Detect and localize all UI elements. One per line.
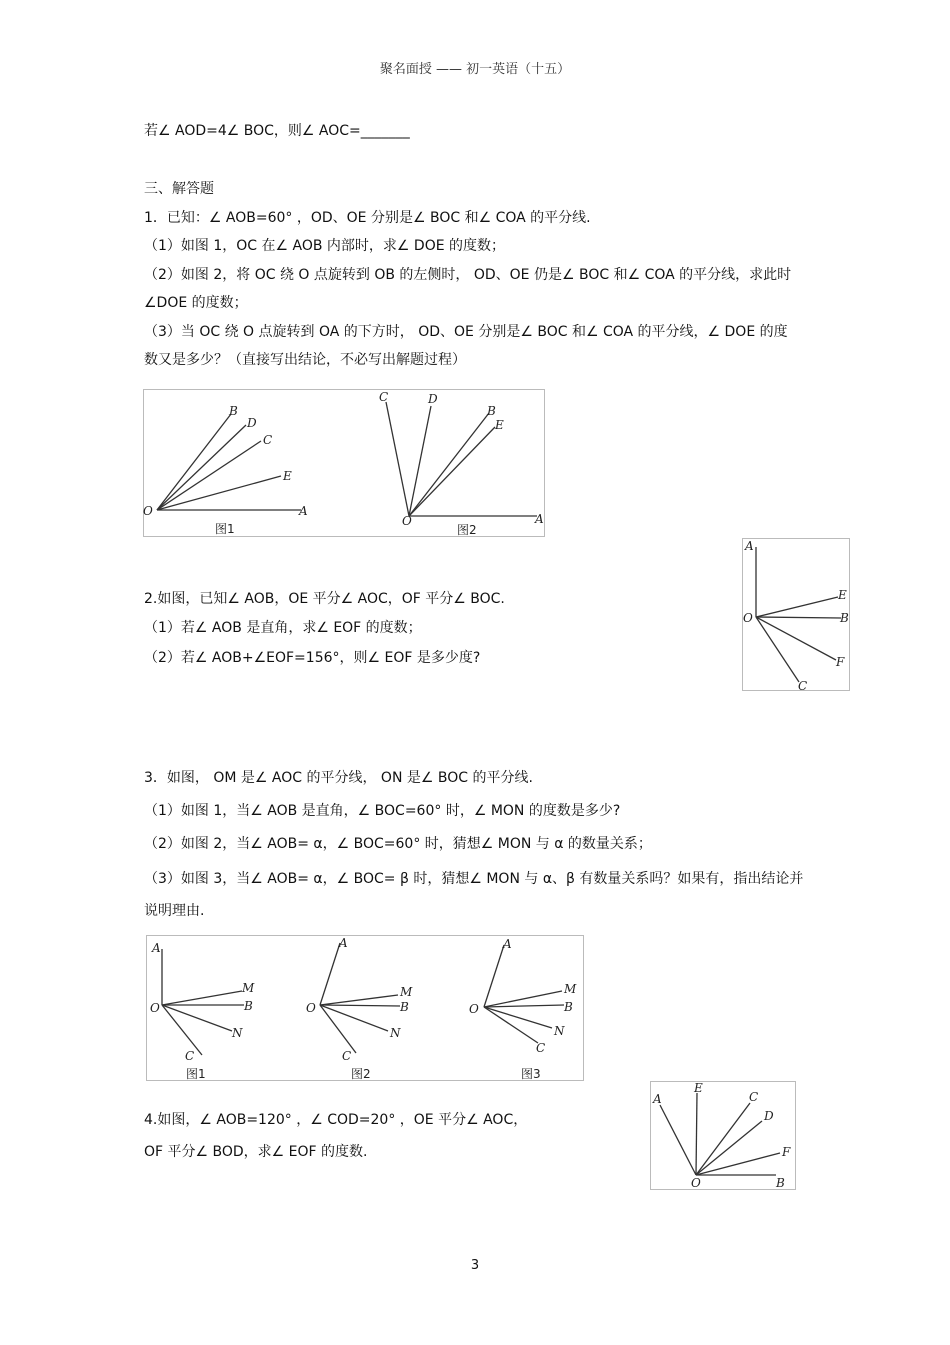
q4-label-b: B (776, 1176, 785, 1190)
q4-ray-oa (660, 1105, 696, 1175)
section-title: 三、解答题 (144, 181, 214, 197)
page-header: 聚名面授 —— 初一英语（十五） (379, 62, 571, 77)
q2-figure (742, 538, 850, 691)
q4-ray-oc (696, 1103, 750, 1175)
q3f1-ray-om (162, 991, 242, 1005)
q3f2-ray-oa (320, 943, 340, 1005)
q4-label-d: D (764, 1109, 774, 1123)
q3f3-label-c: C (536, 1041, 546, 1055)
q4-label-e: E (694, 1081, 703, 1095)
q4-stem: 4.如图，∠ AOB=120° ，∠ COD=20° ，OE 平分∠ AOC， (144, 1112, 528, 1128)
q1-part3: （3）当 OC 绕 O 点旋转到 OA 的下方时， OD、OE 分别是∠ BOC 和∠ COA 的平分线，∠ DOE 的度 (144, 324, 788, 340)
q2-label-e: E (838, 588, 847, 602)
q3f3-caption: 图3 (521, 1067, 541, 1081)
q4-label-a: A (653, 1092, 662, 1106)
q3-part1: （1）如图 1，当∠ AOB 是直角，∠ BOC=60° 时，∠ MON 的度数是多少? (144, 803, 621, 819)
q3f2-label-m: M (400, 985, 413, 999)
fig2-label-o: O (402, 514, 412, 528)
q3f3-label-a: A (503, 937, 512, 951)
fig2-ray-ob (409, 413, 489, 516)
q3f1-label-a: A (152, 941, 161, 955)
fig1-ray-ob (157, 414, 231, 510)
q1-part2: （2）如图 2，将 OC 绕 O 点旋转到 OB 的左侧时， OD、OE 仍是∠ BOC 和∠ COA 的平分线，求此时 (144, 267, 792, 283)
q3-stem: 3．如图， OM 是∠ AOC 的平分线， ON 是∠ BOC 的平分线. (144, 770, 533, 786)
q3f3-ray-om (484, 991, 562, 1007)
q3f1-label-m: M (242, 981, 255, 995)
q2-label-a: A (745, 539, 754, 553)
q4-ray-oe (696, 1093, 697, 1175)
q2-ray-oe (756, 597, 838, 617)
q4-label-f: F (782, 1145, 791, 1159)
fig1-caption: 图1 (215, 522, 235, 536)
fig2-ray-oc (386, 402, 409, 516)
fig2-label-b: B (487, 404, 496, 418)
q3f2-ray-ob (320, 1005, 400, 1006)
previous-question-tail: 若∠ AOD=4∠ BOC，则∠ AOC=_______ (144, 123, 410, 139)
q3f1-caption: 图1 (186, 1067, 206, 1081)
q1-stem: 1．已知：∠ AOB=60° ，OD、OE 分别是∠ BOC 和∠ COA 的平分线. (144, 210, 591, 226)
q3f2-ray-om (320, 995, 398, 1005)
q1-figures (143, 389, 545, 537)
q3f3-label-m: M (564, 982, 577, 996)
q3f3-ray-on (484, 1007, 552, 1028)
fig2-label-e: E (495, 418, 504, 432)
q1-part1: （1）如图 1，OC 在∠ AOB 内部时，求∠ DOE 的度数； (144, 238, 506, 254)
q4-label-o: O (691, 1176, 701, 1190)
q3-part3-cont: 说明理由. (144, 903, 205, 919)
q3f3-ray-oc (484, 1007, 538, 1043)
fig2-label-c: C (379, 390, 389, 404)
fig2-label-a: A (535, 512, 544, 526)
q2-stem: 2.如图，已知∠ AOB，OE 平分∠ AOC，OF 平分∠ BOC. (144, 591, 505, 607)
q3f1-label-o: O (150, 1001, 160, 1015)
q3f1-label-b: B (244, 999, 253, 1013)
q2-label-c: C (798, 679, 808, 691)
page-number: 3 (470, 1258, 480, 1273)
fig1-label-a: A (299, 504, 308, 518)
q2-label-f: F (836, 655, 845, 669)
fig2-caption: 图2 (457, 523, 477, 537)
q3-figures (146, 935, 584, 1081)
q4-figure (650, 1081, 796, 1190)
fig1-ray-oc (157, 441, 261, 510)
q3f3-label-o: O (469, 1002, 479, 1016)
q2-ray-of (756, 617, 836, 660)
q3f2-label-o: O (306, 1001, 316, 1015)
q3f2-label-c: C (342, 1049, 352, 1063)
fig2-ray-oe (409, 427, 495, 516)
q2-part1: （1）若∠ AOB 是直角，求∠ EOF 的度数； (144, 620, 422, 636)
q3-part3: （3）如图 3，当∠ AOB= α，∠ BOC= β 时，猜想∠ MON 与 α、β 有数量关系吗？如果有，指出结论并 (144, 871, 804, 887)
fig1-label-c: C (263, 433, 273, 447)
fig1-label-b: B (229, 404, 238, 418)
fig2-label-d: D (428, 392, 438, 406)
q4-label-c: C (749, 1090, 759, 1104)
q3f1-label-n: N (232, 1026, 243, 1040)
fig1-label-e: E (283, 469, 292, 483)
q4-part1: OF 平分∠ BOD，求∠ EOF 的度数. (144, 1144, 368, 1160)
q1-part2-cont: ∠DOE 的度数； (144, 295, 248, 311)
q3f2-caption: 图2 (351, 1067, 371, 1081)
q1-part3-cont: 数又是多少？（直接写出结论，不必写出解题过程） (144, 352, 466, 368)
q2-label-o: O (743, 611, 753, 625)
q2-part2: （2）若∠ AOB+∠EOF=156°，则∠ EOF 是多少度? (144, 650, 481, 666)
q3f2-label-a: A (339, 936, 348, 950)
q3f3-label-n: N (554, 1024, 565, 1038)
q2-label-b: B (840, 611, 849, 625)
q3f2-label-n: N (390, 1026, 401, 1040)
fig1-label-d: D (247, 416, 257, 430)
q3f3-ray-oa (484, 945, 504, 1007)
fig2-ray-od (409, 406, 431, 516)
q2-ray-ob (756, 617, 841, 618)
q3f1-label-c: C (185, 1049, 195, 1063)
q3f3-ray-ob (484, 1005, 564, 1007)
q3f3-label-b: B (564, 1000, 573, 1014)
q3f2-label-b: B (400, 1000, 409, 1014)
q3-part2: （2）如图 2，当∠ AOB= α，∠ BOC=60° 时，猜想∠ MON 与 α 的数量关系； (144, 836, 652, 852)
fig1-label-o: O (143, 504, 153, 518)
q2-ray-oc (756, 617, 799, 682)
